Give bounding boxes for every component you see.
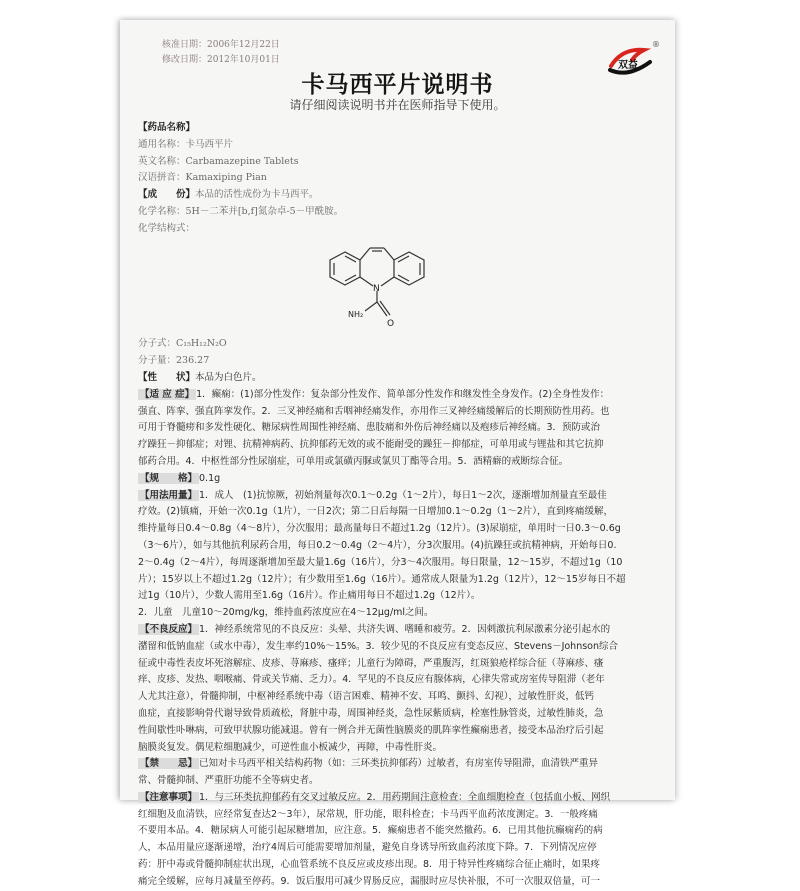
precautions-section bbox=[138, 790, 665, 891]
dosage-heading: 【用法用量】 bbox=[140, 489, 198, 501]
drug-name-heading: 【药品名称】 bbox=[138, 122, 196, 133]
adverse-line: 潴留和低钠血症（或水中毒），发生率约10%～15%。3．较少见的不良反应有变态反应、Stevens－Johnson综合 bbox=[138, 640, 619, 652]
molecular-weight-row bbox=[138, 353, 665, 370]
drug-name-section bbox=[138, 120, 665, 137]
document-subtitle: 请仔细阅读说明书并在医师指导下使用。 bbox=[289, 98, 506, 112]
description-heading: 【性 状】 bbox=[138, 371, 196, 383]
date-block bbox=[162, 38, 280, 68]
precautions-heading: 【注意事项】 bbox=[140, 791, 198, 803]
molecular-weight-value: 236.27 bbox=[176, 355, 210, 367]
chemical-structure-diagram bbox=[323, 238, 433, 330]
contraindications-section bbox=[138, 756, 665, 790]
composition-text: 本品的活性成份为卡马西平。 bbox=[195, 189, 319, 201]
registered-mark: ® bbox=[652, 40, 660, 49]
formula-row bbox=[138, 336, 665, 353]
chemical-name-label: 化学名称： bbox=[138, 205, 186, 217]
leaflet-body bbox=[138, 120, 665, 891]
adverse-line: 性间歇性卟啉病，可致甲状腺功能减退。曾有一例合并无菌性脑膜炎的肌阵挛性癫痫患者，接受本品治疗后引起 bbox=[138, 724, 604, 736]
contraindications-line: 已知对卡马西平相关结构药物（如：三环类抗抑郁药）过敏者，有房室传导阻滞，血清铁严重异 bbox=[199, 758, 599, 770]
contraindications-heading: 【禁 忌】 bbox=[140, 758, 198, 770]
english-name-row bbox=[138, 154, 665, 171]
description-row bbox=[138, 370, 665, 387]
adverse-reactions-section bbox=[138, 622, 665, 756]
dosage-line: 片）；15岁以上不超过1.2g（12片）；有少数用至1.6g（16片）。通常成人限量为1.2g（12片），12～15岁每日不超 bbox=[138, 573, 626, 585]
adverse-line: 1．神经系统常见的不良反应：头晕、共济失调、嗜睡和疲劳。2．因刺激抗利尿激素分泌引起水的 bbox=[199, 623, 611, 635]
pinyin-name-value: Kamaxiping Pian bbox=[185, 172, 267, 184]
specification-text: 0.1g bbox=[199, 472, 221, 484]
formula-label: 分子式： bbox=[138, 338, 177, 350]
molecular-weight-label: 分子量： bbox=[138, 355, 177, 367]
precautions-line: 痛完全缓解，应每月减量至停药。9．饭后服用可减少胃肠反应，漏服时应尽快补服，不可一次服双倍量，可一 bbox=[138, 875, 601, 887]
chemical-name-row bbox=[138, 204, 665, 221]
approval-date: 核准日期：2006年12月22日 bbox=[162, 40, 280, 50]
chemical-name-value: 5H－二苯并[b,f]氮杂卓-5－甲酰胺。 bbox=[185, 205, 344, 217]
contraindications-line: 常、骨髓抑制、严重肝功能不全等病史者。 bbox=[138, 775, 319, 787]
adverse-line: 血症，直接影响骨代谢导致骨质疏松，肾脏中毒，周围神经炎，急性尿紫质病，栓塞性脉管炎，过敏性肺炎，急 bbox=[138, 707, 604, 719]
composition-row bbox=[138, 187, 665, 204]
dosage-section bbox=[138, 488, 665, 622]
instruction-leaflet bbox=[120, 20, 675, 887]
revision-date: 修改日期：2012年10月01日 bbox=[162, 55, 280, 65]
precautions-line: 1．与三环类抗抑郁药有交叉过敏反应。2．用药期间注意检查：全血细胞检查（包括血小板、网织 bbox=[199, 791, 611, 803]
dosage-line: （3～6片），如与其他抗利尿药合用，每日0.2～0.4g（2～4片），分3次服用。(4)抗躁狂或抗精神病，开始每日0. bbox=[138, 539, 617, 551]
adverse-reactions-heading: 【不良反应】 bbox=[140, 623, 198, 635]
adverse-line: 征或中毒性表皮坏死溶解症、皮疹、荨麻疹、瘙痒；儿童行为障碍，严重腹泻，红斑狼疮样综合征（荨麻疹、瘙 bbox=[138, 657, 604, 669]
english-name-label: 英文名称： bbox=[138, 155, 186, 167]
structure-nh2-label: NH₂ bbox=[348, 309, 364, 319]
generic-name-row bbox=[138, 137, 665, 154]
precautions-line: 药：肝中毒或骨髓抑制症状出现，心血管系统不良反应或皮疹出现。8．用于特异性疼痛综合征止痛时，如果疼 bbox=[138, 859, 601, 871]
adverse-line: 脑膜炎复发。偶见粒细胞减少，可逆性血小板减少，再障，中毒性肝炎。 bbox=[138, 741, 443, 753]
indications-line: 强直、阵挛、强直阵挛发作。2．三叉神经痛和舌咽神经痛发作，亦用作三叉神经痛缓解后的长期预防性用药。也 bbox=[138, 405, 610, 417]
structure-label-row bbox=[138, 221, 665, 238]
formula-value: C₁₅H₁₂N₂O bbox=[176, 338, 227, 350]
english-name-value: Carbamazepine Tablets bbox=[185, 155, 299, 167]
dosage-line: 1．成人 (1)抗惊厥，初始剂量每次0.1～0.2g（1～2片），每日1～2次，逐渐增加剂量直至最佳 bbox=[199, 489, 607, 501]
precautions-line: 不要用本品。4．糖尿病人可能引起尿糖增加，应注意。5．癫痫患者不能突然撤药。6．已用其他抗癫痫药的病 bbox=[138, 825, 603, 837]
dosage-line: 2．儿童 儿童10～20mg/kg，维持血药浓度应在4～12μg/ml之间。 bbox=[138, 607, 434, 619]
structure-o-label: O bbox=[387, 318, 395, 329]
indications-section bbox=[138, 387, 665, 471]
dosage-line: 过1g（10片），少数人需用至1.6g（16片）。作止痛用每日不超过1.2g（12片）。 bbox=[138, 590, 481, 602]
indications-line: 1．癫痫：(1)部分性发作：复杂部分性发作、简单部分性发作和继发性全身发作。(2)全身性发作： bbox=[196, 388, 610, 400]
indications-heading: 【适 应 症】 bbox=[140, 388, 195, 400]
adverse-line: 人尤其注意），骨髓抑制，中枢神经系统中毒（语言困难、精神不安、耳鸣、颤抖、幻视），过敏性肝炎，低钙 bbox=[138, 691, 595, 703]
dosage-line: 维持量每日0.4～0.8g（4～8片），分次服用；最高量每日不超过1.2g（12片）。(3)尿崩症，单用时一日0.3～0.6g bbox=[138, 523, 621, 535]
specification-heading: 【规 格】 bbox=[140, 472, 198, 484]
pinyin-name-label: 汉语拼音： bbox=[138, 172, 186, 184]
generic-name-value: 卡马西平片 bbox=[185, 138, 234, 150]
generic-name-label: 通用名称： bbox=[138, 138, 186, 150]
composition-heading: 【成 份】 bbox=[138, 189, 196, 201]
specification-row bbox=[138, 471, 665, 488]
document-title: 卡马西平片说明书 bbox=[301, 72, 494, 98]
precautions-line: 人，本品用量应逐渐递增，治疗4周后可能需要增加剂量，避免自身诱导所致血药浓度下降。7．下列情况应停 bbox=[138, 842, 597, 854]
indications-line: 可用于脊髓痨和多发性硬化、糖尿病性周围性神经痛、患肢痛和外伤后神经痛以及疱疹后神经痛。3．预防或治 bbox=[138, 422, 601, 434]
precautions-line: 红细胞及血清铁，应经常复查达2～3年），尿常规，肝功能，眼科检查；卡马西平血药浓度测定。3．一般疼痛 bbox=[138, 808, 598, 820]
indications-line: 郁药合用。4．中枢性部分性尿崩症，可单用或氯磺丙脲或氯贝丁酯等合用。5．酒精癖的戒断综合征。 bbox=[138, 455, 569, 467]
structure-label: 化学结构式： bbox=[138, 222, 196, 234]
adverse-line: 痒、皮疹、发热、咽喉痛、骨或关节痛、乏力）。4．罕见的不良反应有腺体病，心律失常或房室传导阻滞（老年 bbox=[138, 674, 605, 686]
brand-logo-text: 双益 bbox=[618, 60, 638, 71]
dosage-line: 疗效。(2)镇痛，开始一次0.1g（1片），一日2次；第二日后每隔一日增加0.1～0.2g（1～2片），直到疼痛缓解， bbox=[138, 506, 614, 518]
dosage-line: 2～0.4g（2～4片），每周逐渐增加至最大量1.6g（16片），分3～4次服用。每日限量，12～15岁，不超过1g（10 bbox=[138, 556, 623, 568]
pinyin-name-row bbox=[138, 170, 665, 187]
description-text: 本品为白色片。 bbox=[195, 371, 262, 383]
structure-n-label: N bbox=[373, 283, 380, 294]
indications-line: 疗躁狂－抑郁症；对锂、抗精神病药、抗抑郁药无效的或不能耐受的躁狂－抑郁症，可单用或与锂盐和其它抗抑 bbox=[138, 439, 604, 451]
